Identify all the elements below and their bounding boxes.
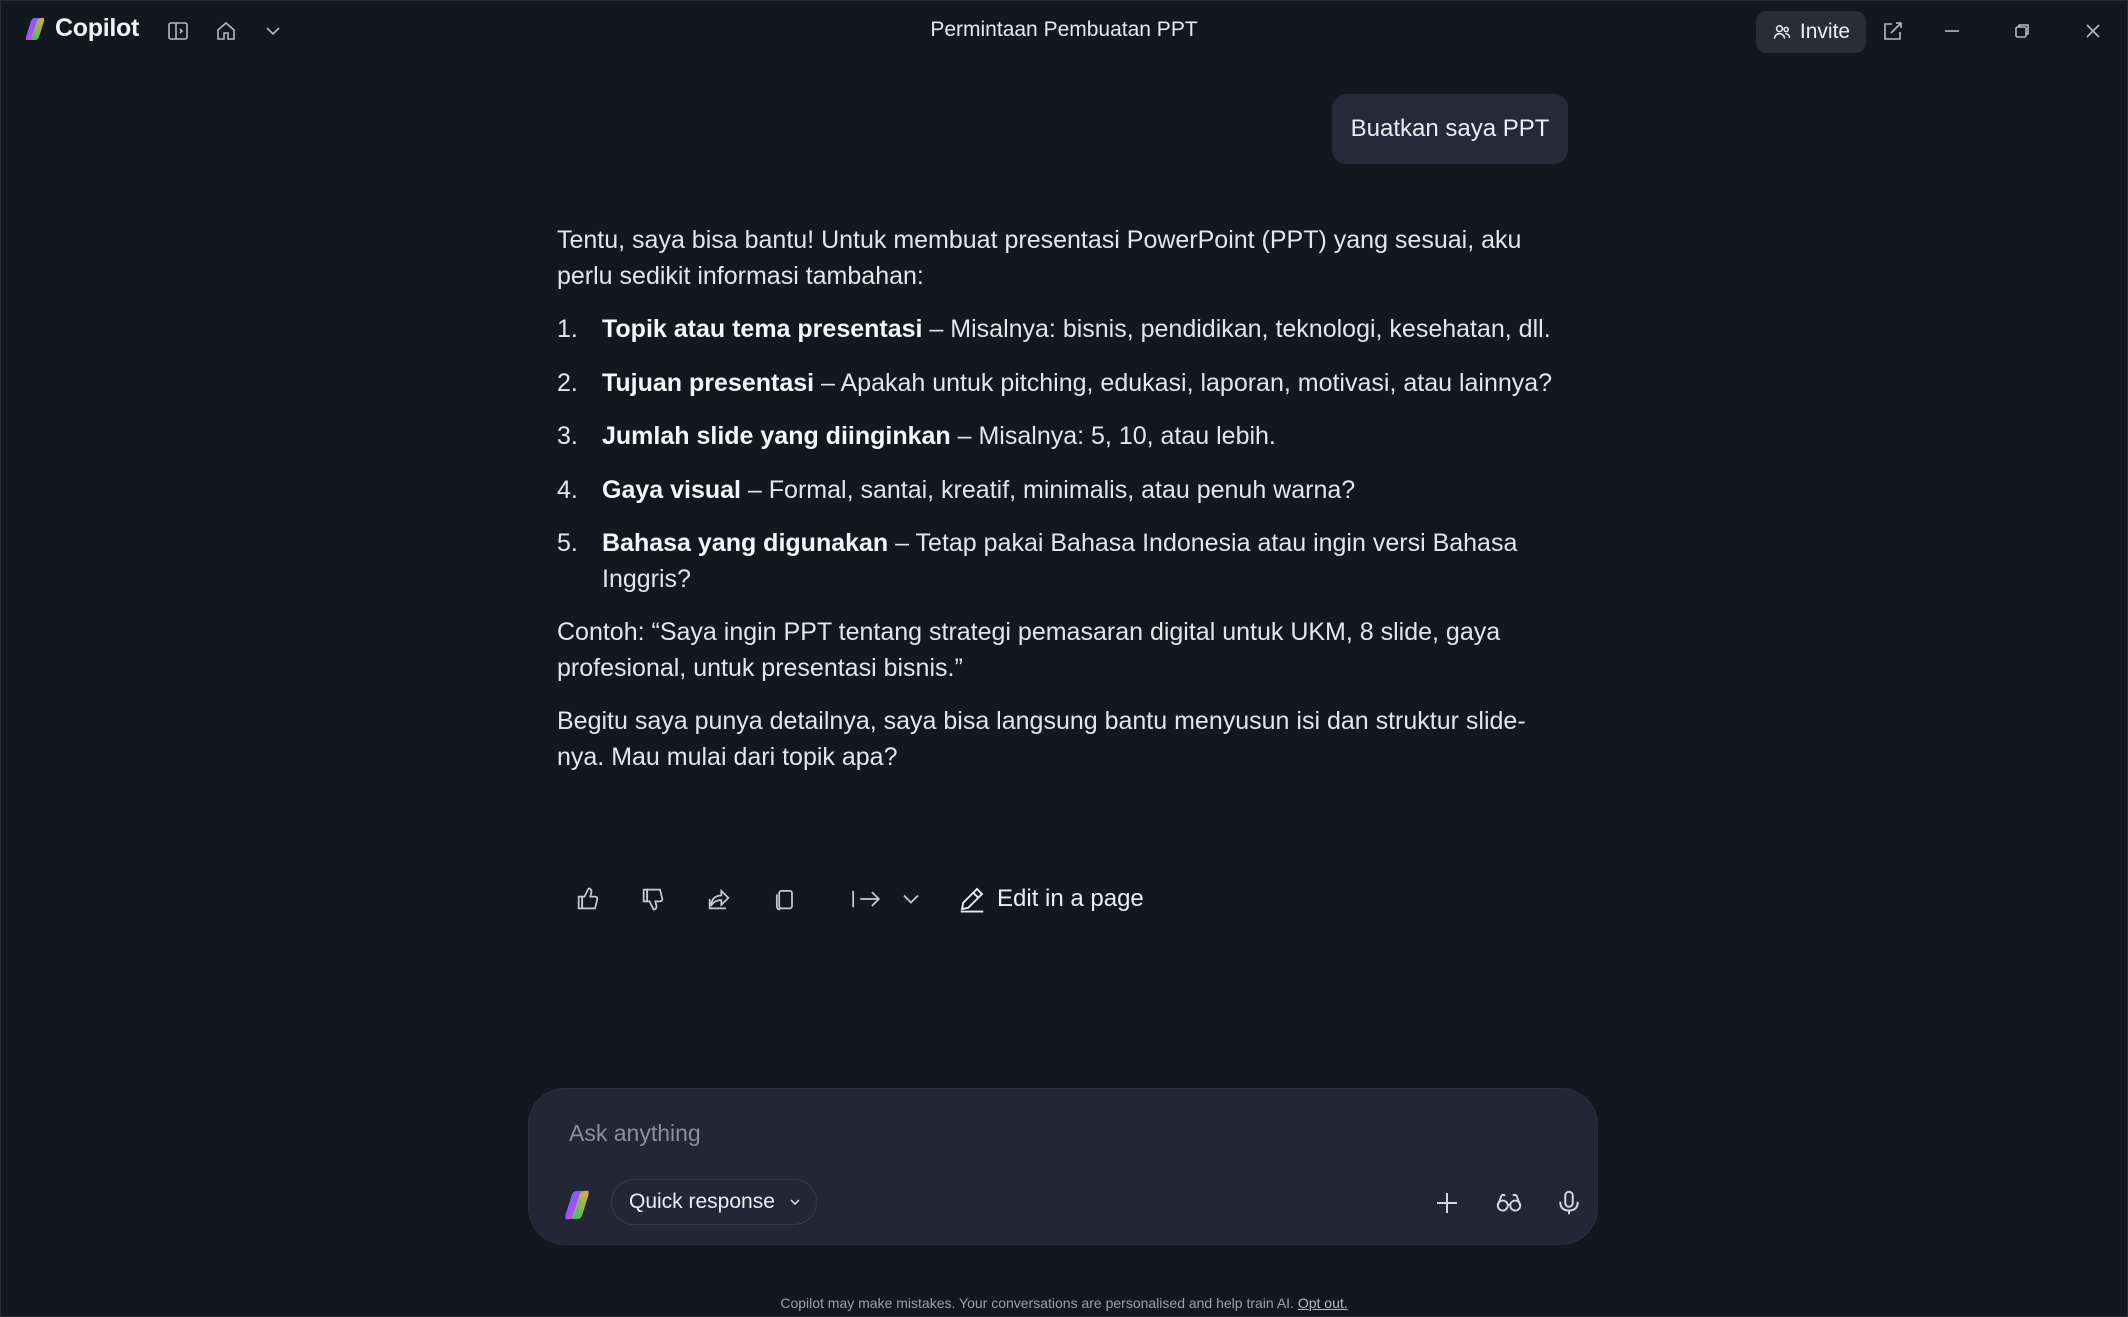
response-example: Contoh: “Saya ingin PPT tentang strategi pemasaran digital untuk UKM, 8 slide, gaya profesional, untuk presentasi bisnis.” xyxy=(557,618,1501,682)
export-icon[interactable] xyxy=(841,879,891,919)
user-message-bubble: Buatkan saya PPT xyxy=(1332,94,1568,164)
disclaimer-text: Copilot may make mistakes. Your conversations are personalised and help train AI. xyxy=(780,1295,1294,1311)
microphone-icon[interactable] xyxy=(1549,1183,1589,1223)
response-mode-select[interactable] xyxy=(611,1179,817,1225)
invite-button[interactable] xyxy=(1756,11,1866,53)
response-closing: Begitu saya punya detailnya, saya bisa langsung bantu menyusun isi dan struktur slide-nya. Mau mulai dari topik apa? xyxy=(557,707,1526,771)
copilot-icon xyxy=(559,1187,595,1223)
close-icon[interactable] xyxy=(2077,15,2109,47)
minimize-icon[interactable] xyxy=(1936,15,1968,47)
chevron-down-icon xyxy=(787,1194,803,1210)
message-actions xyxy=(557,875,1257,925)
invite-label: Invite xyxy=(1799,20,1851,43)
edit-page-icon xyxy=(957,884,987,914)
share-icon[interactable] xyxy=(699,879,739,919)
restore-icon[interactable] xyxy=(2006,15,2038,47)
composer xyxy=(529,1089,1597,1244)
title-bar xyxy=(1,1,2127,61)
list-item: 3. Jumlah slide yang diinginkan – Misalnya: 5, 10, atau lebih. xyxy=(557,422,1276,450)
mode-label: Quick response xyxy=(629,1190,775,1213)
assistant-response xyxy=(557,223,1567,793)
conversation-title: Permintaan Pembuatan PPT xyxy=(930,18,1198,41)
chevron-down-icon[interactable] xyxy=(891,879,931,919)
plus-icon[interactable] xyxy=(1427,1183,1467,1223)
ask-input[interactable] xyxy=(567,1119,1471,1148)
thumbs-down-icon[interactable] xyxy=(633,879,673,919)
edit-in-page-button[interactable] xyxy=(957,879,1144,919)
footer-disclaimer xyxy=(1,1295,2127,1311)
glasses-icon[interactable] xyxy=(1489,1183,1529,1223)
response-intro: Tentu, saya bisa bantu! Untuk membuat presentasi PowerPoint (PPT) yang sesuai, aku perlu sedikit informasi tambahan: xyxy=(557,226,1522,290)
copy-icon[interactable] xyxy=(765,879,805,919)
list-item: 1. Topik atau tema presentasi – Misalnya: bisnis, pendidikan, teknologi, kesehatan, dll. xyxy=(557,315,1551,343)
thumbs-up-icon[interactable] xyxy=(568,879,608,919)
people-icon xyxy=(1772,22,1792,42)
list-item: 5. Bahasa yang digunakan – Tetap pakai Bahasa Indonesia atau ingin versi Bahasa Inggris? xyxy=(557,529,1518,593)
list-item: 4. Gaya visual – Formal, santai, kreatif, minimalis, atau penuh warna? xyxy=(557,475,1356,504)
edit-page-label: Edit in a page xyxy=(997,885,1144,912)
list-item: 2. Tujuan presentasi – Apakah untuk pitching, edukasi, laporan, motivasi, atau lainnya? xyxy=(557,368,1553,397)
new-chat-icon[interactable] xyxy=(1877,15,1909,47)
opt-out-link[interactable]: Opt out. xyxy=(1297,1295,1348,1311)
app-name: Copilot xyxy=(55,14,139,42)
info-list xyxy=(557,312,1567,597)
